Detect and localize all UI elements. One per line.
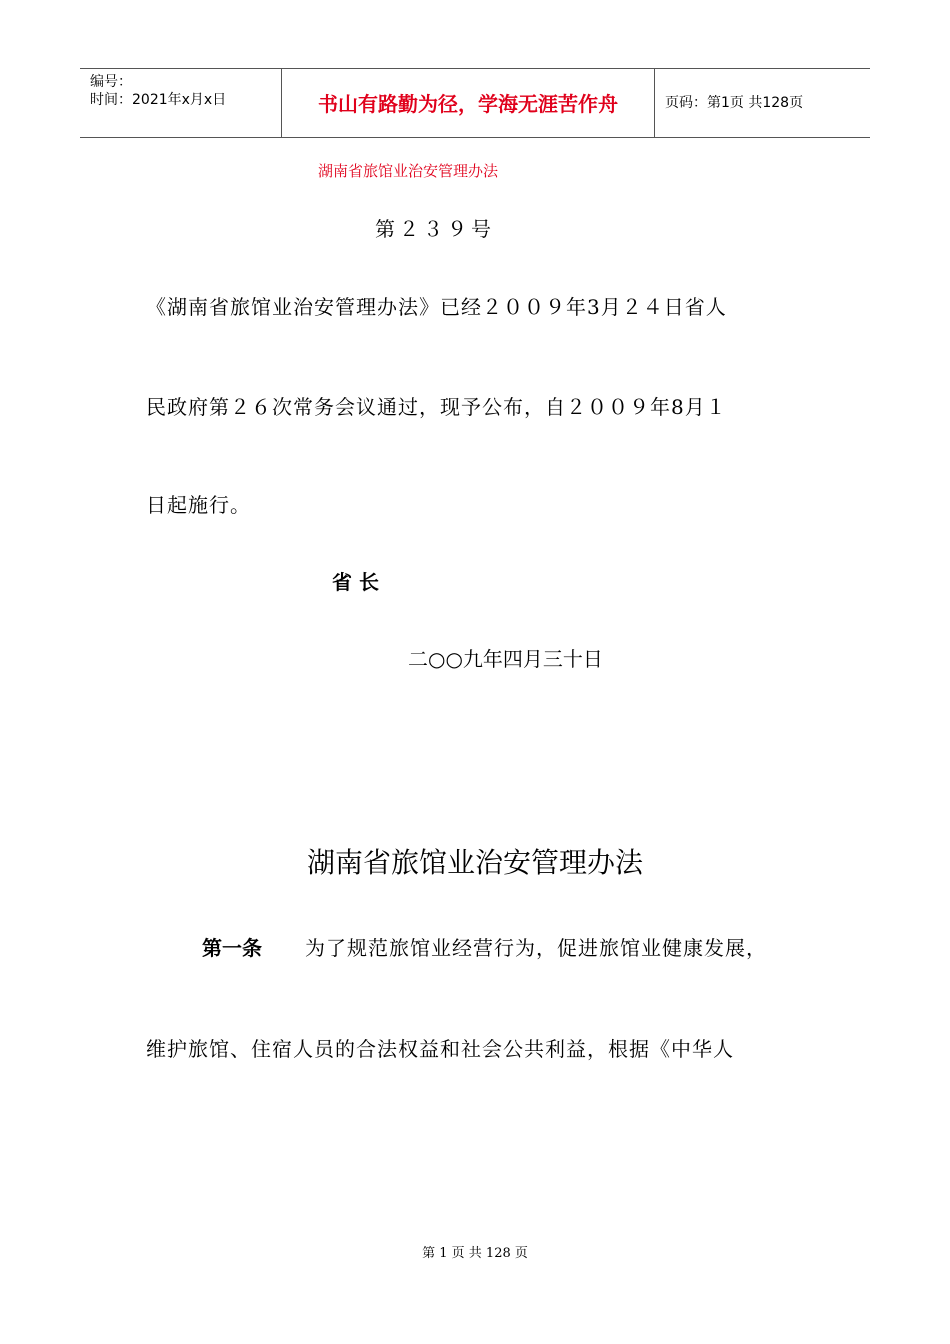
header-meta-cell <box>80 69 282 137</box>
article-1-line-1: 为了规范旅馆业经营行为，促进旅馆业健康发展， <box>305 936 767 960</box>
time-label: 时间：2021年x月x日 <box>90 92 227 108</box>
serial-label: 编号： <box>90 74 132 90</box>
motto: 书山有路勤为径，学海无涯苦作舟 <box>318 92 618 116</box>
announcement-line-2: 民政府第２６次常务会议通过，现予公布，自２００９年8月１ <box>146 395 727 419</box>
announcement-line-1: 《湖南省旅馆业治安管理办法》已经２００９年3月２４日省人 <box>146 295 727 319</box>
issue-date: 二○○九年四月三十日 <box>408 647 603 671</box>
page-footer: 第 1 页 共 128 页 <box>422 1246 528 1261</box>
header-page-info: 页码：第1页 共128页 <box>665 95 804 111</box>
main-title: 湖南省旅馆业治安管理办法 <box>306 846 643 879</box>
header-page-cell <box>655 69 870 137</box>
article-1-label: 第一条 <box>202 936 262 960</box>
red-document-title: 湖南省旅馆业治安管理办法 <box>318 162 499 180</box>
document-header <box>80 68 870 138</box>
article-1-line-2: 维护旅馆、住宿人员的合法权益和社会公共利益，根据《中华人 <box>146 1037 734 1061</box>
header-motto-cell <box>282 69 655 137</box>
signer-title: 省 长 <box>332 570 379 594</box>
announcement-line-3: 日起施行。 <box>146 493 251 517</box>
order-number: 第２３９号 <box>375 217 495 241</box>
